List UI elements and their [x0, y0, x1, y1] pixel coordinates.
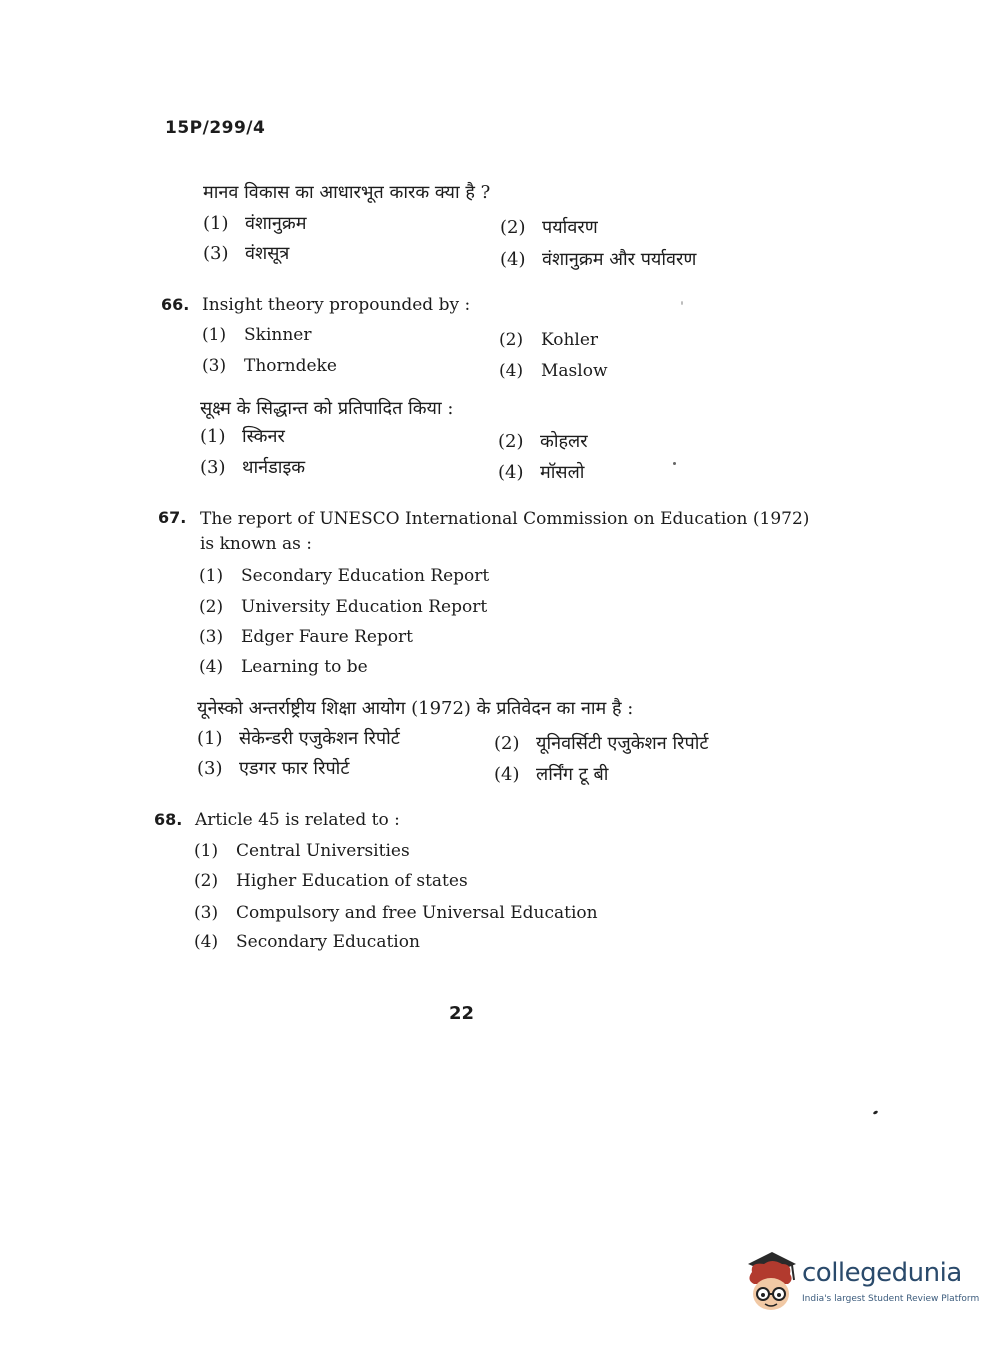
scan-speck [673, 462, 676, 465]
paper-code: 15P/299/4 [165, 118, 266, 138]
q66-hindi-option-1: (1) स्किनर [200, 426, 285, 447]
q66-number: 66. [161, 295, 190, 314]
q68-option-1: (1) Central Universities [194, 841, 410, 861]
q66-hindi-option-3: (3) थार्नडाइक [200, 457, 306, 478]
q67-hindi-text: यूनेस्को अन्तर्राष्ट्रीय शिक्षा आयोग (1972) के प्रतिवेदन का नाम है : [197, 698, 634, 719]
q67-option-2: (2) University Education Report [199, 597, 488, 617]
q66-text: Insight theory propounded by : [202, 295, 471, 315]
mascot-icon [742, 1250, 800, 1314]
q67-hindi-option-3: (3) एडगर फार रिपोर्ट [197, 758, 350, 779]
q68-text: Article 45 is related to : [195, 810, 400, 830]
q66-option-4: (4) Maslow [499, 361, 608, 381]
q67-text-line-2: is known as : [200, 534, 312, 554]
q66-option-1: (1) Skinner [202, 325, 312, 345]
q67-hindi-option-2: (2) यूनिवर्सिटी एजुकेशन रिपोर्ट [494, 733, 709, 754]
q67-hindi-option-1: (1) सेकेन्डरी एजुकेशन रिपोर्ट [197, 728, 400, 749]
page-number: 22 [449, 1003, 475, 1024]
q67-option-1: (1) Secondary Education Report [199, 566, 490, 586]
q68-option-3: (3) Compulsory and free Universal Education [194, 903, 598, 923]
q67-option-4: (4) Learning to be [199, 657, 368, 677]
q68-number: 68. [154, 810, 183, 829]
q65-hindi-option-2: (2) पर्यावरण [500, 217, 598, 238]
logo-tagline: India's largest Student Review Platform [802, 1294, 980, 1304]
q68-option-2: (2) Higher Education of states [194, 871, 468, 891]
q68-option-4: (4) Secondary Education [194, 932, 420, 952]
scan-speck [873, 1110, 879, 1115]
q67-text-line-1: The report of UNESCO International Commission on Education (1972) [200, 509, 810, 529]
q66-hindi-option-2: (2) कोहलर [498, 431, 588, 452]
q65-hindi-option-4: (4) वंशानुक्रम और पर्यावरण [500, 249, 697, 270]
q65-hindi-text: मानव विकास का आधारभूत कारक क्या है ? [203, 182, 491, 203]
q67-hindi-option-4: (4) लर्निंग टू बी [494, 764, 609, 785]
q66-option-2: (2) Kohler [499, 330, 599, 350]
q66-option-3: (3) Thorndeke [202, 356, 337, 376]
q65-hindi-option-3: (3) वंशसूत्र [203, 243, 290, 264]
scan-speck [681, 301, 683, 305]
logo-brand: collegedunia [802, 1258, 962, 1288]
q66-hindi-option-4: (4) मॉसलो [498, 462, 585, 483]
q66-hindi-text: सूक्ष्म के सिद्धान्त को प्रतिपादित किया : [200, 398, 454, 419]
q67-number: 67. [158, 508, 187, 527]
collegedunia-logo [742, 1250, 980, 1320]
q67-option-3: (3) Edger Faure Report [199, 627, 414, 647]
q65-hindi-option-1: (1) वंशानुक्रम [203, 213, 307, 234]
